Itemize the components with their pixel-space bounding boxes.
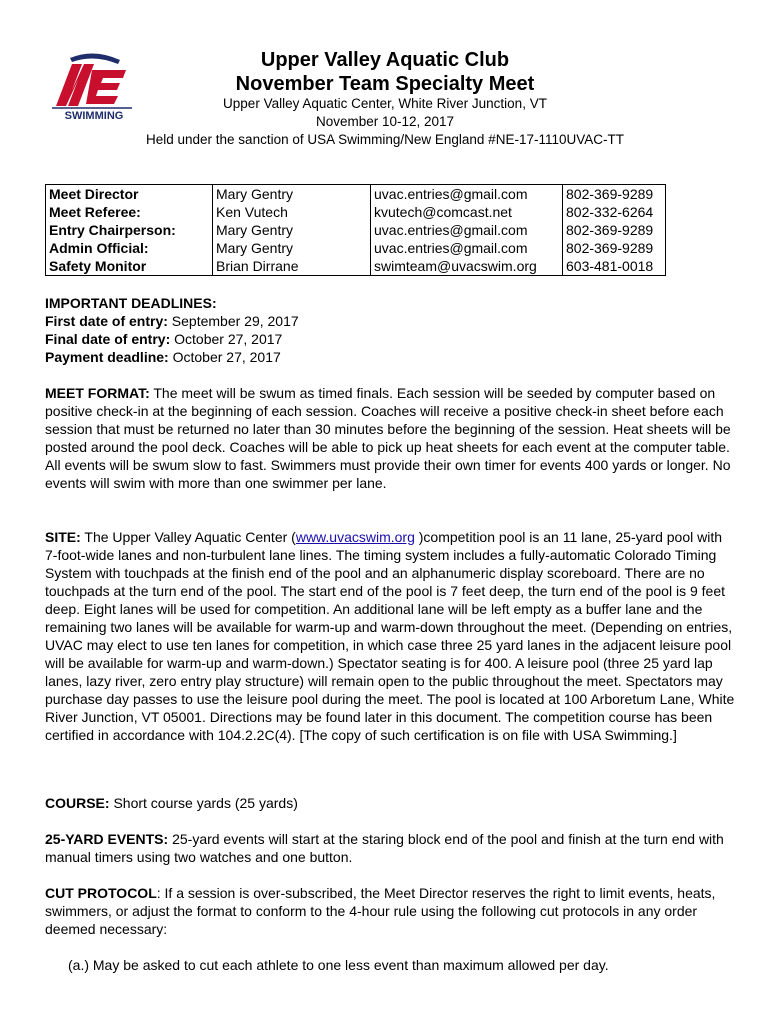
payment-row bbox=[45, 348, 735, 366]
official-phone: 603-481-0018 bbox=[563, 257, 666, 276]
official-role: Safety Monitor bbox=[46, 257, 213, 276]
site-text-after: )competition pool is an 11 lane, 25-yard pool with 7-foot-wide lanes and non-turbulent lane lines. The timing system includes a fully-automatic Colorado Timing System with touchpads at the finish end of the pool and an alphanumeric display scoreboard. There are no touchpads at the turn end of the pool. The start end of the pool is 7 feet deep, the turn end of the pool is 9 feet deep. Eight lanes will be used for competition. An additional lane will be left empty as a buffer lane and the remaining two lanes will be available for warm-up and warm-down throughout the meet. (Depending on entries, UVAC may elect to use ten lanes for competition, in which case three 25 yard lanes in the adjacent leisure pool will be available for warm-up and warm-down.) Spectator seating is for 400. A leisure pool (three 25 yard lap lanes, lazy river, zero entry play structure) will remain open to the public throughout the meet. Spectators may purchase day passes to use the leisure pool during the meet. The pool is located at 100 Arboretum Lane, White River Junction, VT 05001. Directions may be found later in this document. The competition course has been certified in accordance with 104.2.2C(4). [The copy of such certification is on file with USA Swimming.] bbox=[45, 529, 735, 743]
final-entry-row bbox=[45, 330, 735, 348]
official-role: Admin Official: bbox=[46, 239, 213, 257]
meet-format-text: The meet will be swum as timed finals. Each session will be seeded by computer based on positive check-in at the beginning of each session. Coaches will receive a positive check-in sheet before each session that must be returned no later than 30 minutes before the beginning of the session. Heat sheets will be posted around the pool deck. Coaches will be able to pick up heat sheets for each event at the computer table. All events will be swum slow to fast. Swimmers must provide their own timer for events 400 yards or longer. No events will swim with more than one swimmer per lane. bbox=[45, 385, 731, 491]
deadlines-section bbox=[45, 294, 735, 366]
meet-title: November Team Specialty Meet bbox=[235, 73, 535, 95]
official-name: Mary Gentry bbox=[213, 221, 371, 239]
official-phone: 802-369-9289 bbox=[563, 185, 666, 204]
meet-dates: November 10-12, 2017 bbox=[315, 114, 455, 129]
official-name: Ken Vutech bbox=[213, 203, 371, 221]
official-phone: 802-369-9289 bbox=[563, 221, 666, 239]
cut-protocol-text: : If a session is over-subscribed, the Meet Director reserves the right to limit events, heats, swimmers, or adjust the format to conform to the 4-hour rule using the following cut protocols in any order deemed necessary: bbox=[45, 885, 716, 937]
official-row bbox=[46, 185, 666, 204]
payment-label: Payment deadline: bbox=[45, 349, 169, 365]
official-phone: 802-332-6264 bbox=[563, 203, 666, 221]
yard-events-text: 25-yard events will start at the staring block end of the pool and finish at the turn end with manual timers using two watches and one button. bbox=[45, 831, 724, 865]
meet-format-paragraph bbox=[45, 384, 735, 492]
site-label: SITE: bbox=[45, 529, 81, 545]
deadlines-heading: IMPORTANT DEADLINES: bbox=[45, 295, 217, 311]
yard-events-paragraph bbox=[45, 830, 735, 866]
official-role: Meet Director bbox=[46, 185, 213, 204]
cut-protocol-label: CUT PROTOCOL bbox=[45, 885, 157, 901]
official-name: Brian Dirrane bbox=[213, 257, 371, 276]
logo-text: SWIMMING bbox=[64, 110, 124, 122]
official-name: Mary Gentry bbox=[213, 239, 371, 257]
meet-host-title: Upper Valley Aquatic Club bbox=[260, 49, 510, 71]
officials-table bbox=[45, 184, 666, 276]
official-phone: 802-369-9289 bbox=[563, 239, 666, 257]
official-email: uvac.entries@gmail.com bbox=[371, 221, 563, 239]
final-entry-value: October 27, 2017 bbox=[174, 331, 283, 347]
official-row bbox=[46, 203, 666, 221]
cut-protocol-item-a: (a.) May be asked to cut each athlete to one less event than maximum allowed per day. bbox=[68, 957, 609, 973]
payment-value: October 27, 2017 bbox=[172, 349, 281, 365]
official-row bbox=[46, 257, 666, 276]
site-paragraph bbox=[45, 528, 735, 744]
course-paragraph bbox=[45, 794, 735, 812]
uvac-website-link[interactable]: www.uvacswim.org bbox=[295, 529, 415, 545]
final-entry-label: Final date of entry: bbox=[45, 331, 171, 347]
official-email: swimteam@uvacswim.org bbox=[371, 257, 563, 276]
meet-venue: Upper Valley Aquatic Center, White River Junction, VT bbox=[223, 96, 547, 111]
course-text: Short course yards (25 yards) bbox=[113, 795, 298, 811]
official-email: uvac.entries@gmail.com bbox=[371, 185, 563, 204]
site-text-before: The Upper Valley Aquatic Center ( bbox=[84, 529, 296, 545]
first-entry-value: September 29, 2017 bbox=[171, 313, 299, 329]
official-email: kvutech@comcast.net bbox=[371, 203, 563, 221]
course-label: COURSE: bbox=[45, 795, 110, 811]
official-email: uvac.entries@gmail.com bbox=[371, 239, 563, 257]
cut-protocol-paragraph bbox=[45, 884, 735, 938]
yard-events-label: 25-YARD EVENTS: bbox=[45, 831, 169, 847]
first-entry-label: First date of entry: bbox=[45, 313, 168, 329]
official-role: Meet Referee: bbox=[46, 203, 213, 221]
official-row bbox=[46, 221, 666, 239]
official-row bbox=[46, 239, 666, 257]
meet-sanction: Held under the sanction of USA Swimming/New England #NE-17-1110UVAC-TT bbox=[146, 132, 624, 147]
first-entry-row bbox=[45, 312, 735, 330]
official-name: Mary Gentry bbox=[213, 185, 371, 204]
official-role: Entry Chairperson: bbox=[46, 221, 213, 239]
meet-format-label: MEET FORMAT: bbox=[45, 385, 150, 401]
